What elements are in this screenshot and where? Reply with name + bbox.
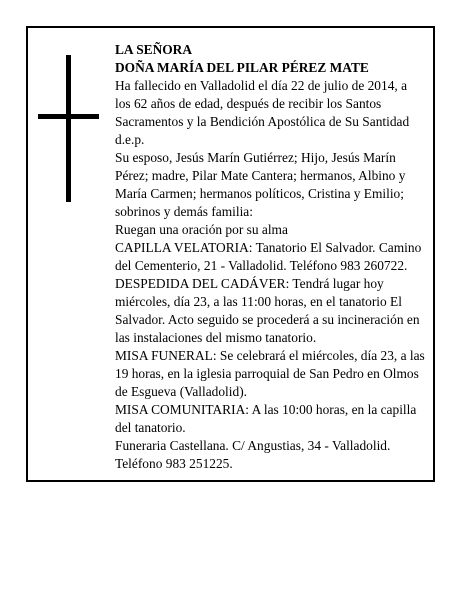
obituary-text	[115, 41, 425, 473]
heading-title: LA SEÑORA	[115, 42, 193, 57]
cross-vertical-bar	[66, 55, 71, 202]
family-list: Su esposo, Jesús Marín Gutiérrez; Hijo, Jesús Marín Pérez; madre, Pilar Mate Cantera; hermanos, Albino y María Carmen; hermanos políticos, Cristina y Emilio; sobrinos y demás familia:	[115, 150, 406, 219]
death-announcement: Ha fallecido en Valladolid el día 22 de julio de 2014, a los 62 años de edad, después de recibir los Santos Sacramentos y la Bendición Apostólica de Su Santidad d.e.p.	[115, 78, 410, 147]
cross-icon	[38, 55, 99, 202]
deceased-name: DOÑA MARÍA DEL PILAR PÉREZ MATE	[115, 60, 369, 75]
community-mass-details: MISA COMUNITARIA: A las 10:00 horas, en la capilla del tanatorio.	[115, 402, 417, 435]
farewell-details: DESPEDIDA DEL CADÁVER: Tendrá lugar hoy miércoles, día 23, a las 11:00 horas, en el tanatorio El Salvador. Acto seguido se procederá a su incineración en las instalaciones del mismo tanatorio.	[115, 276, 420, 345]
obituary-notice	[26, 26, 435, 482]
funeral-mass-details: MISA FUNERAL: Se celebrará el miércoles, día 23, a las 19 horas, en la iglesia parroquial de San Pedro en Olmos de Esgueva (Valladolid).	[115, 348, 425, 399]
prayer-request: Ruegan una oración por su alma	[115, 222, 288, 237]
funeral-home-details: Funeraria Castellana. C/ Angustias, 34 - Valladolid. Teléfono 983 251225.	[115, 438, 391, 471]
cross-horizontal-bar	[38, 114, 99, 119]
wake-details: CAPILLA VELATORIA: Tanatorio El Salvador. Camino del Cementerio, 21 - Valladolid. Teléfono 983 260722.	[115, 240, 422, 273]
